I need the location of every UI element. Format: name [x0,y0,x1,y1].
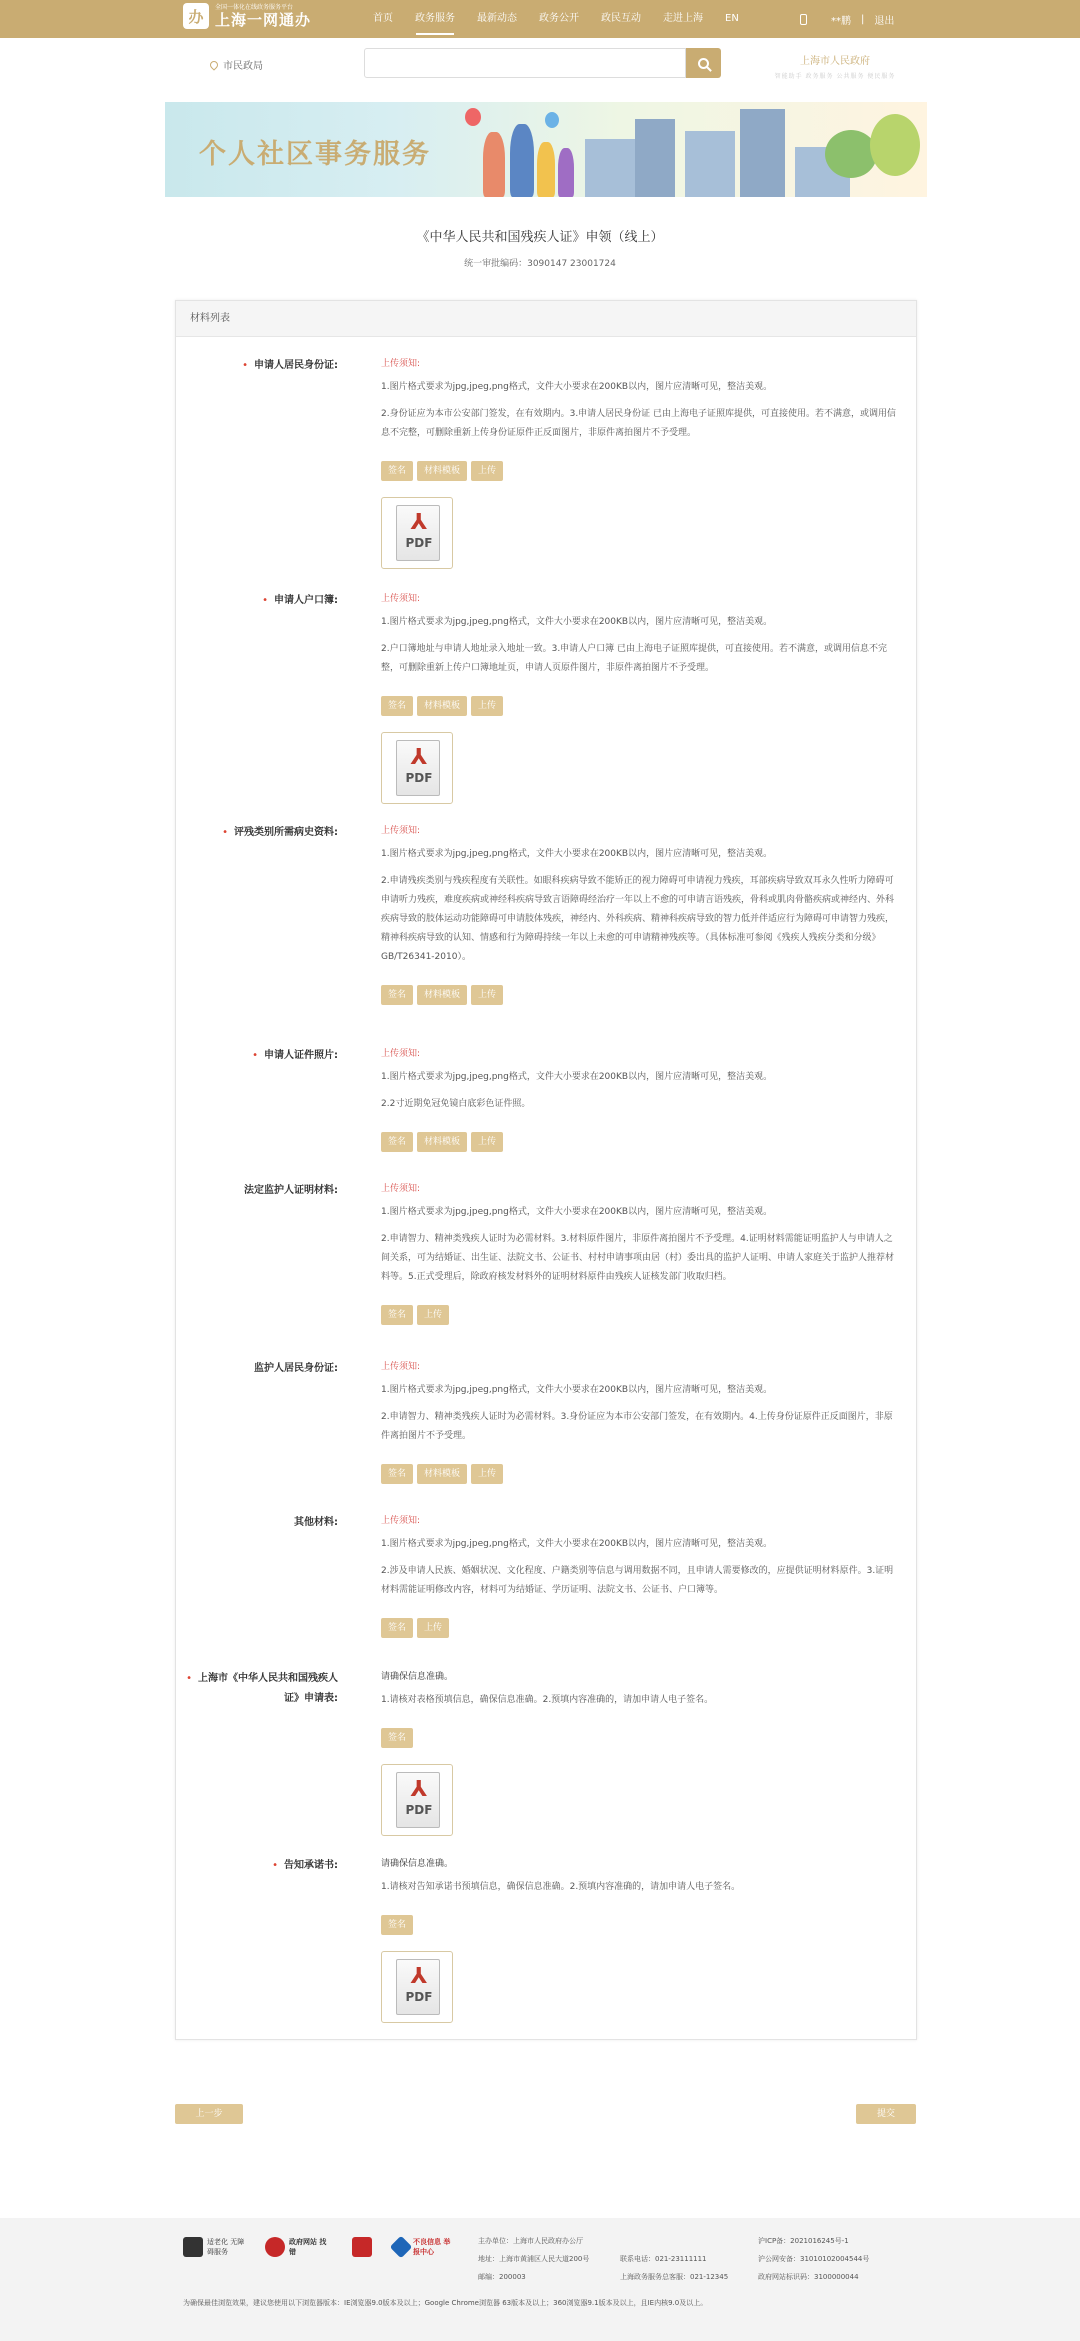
logo-icon: 办 [183,3,209,29]
materials-panel [175,300,917,2040]
nav-shanghai[interactable]: 走进上海 [663,13,703,24]
report-icon [390,2236,413,2259]
nav-gov-public[interactable]: 政务公开 [539,13,579,24]
nav-gov-services[interactable]: 政务服务 [404,0,466,38]
footer-registration [758,2232,869,2286]
material-label [178,1513,338,1533]
requirement-text: 1.图片格式要求为jpg,jpeg,png格式，文件大小要求在200KB以内，图片应清晰可见，整洁美观。 [381,1207,773,1217]
requirement-text: 2.户口簿地址与申请人地址录入地址一致。3.申请人户口簿 已由上海电子证照库提供，可直接使用。若不满意，或调用信息不完整，可删除重新上传户口簿地址页，申请人页原件图片，非原件离拍图片不予受理。 [381,644,888,673]
template-button[interactable]: 材料模板 [417,985,467,1005]
upload-notice: 上传须知: [381,594,421,604]
material-actions [381,1132,901,1152]
material-label-text: 告知承诺书: [284,1860,338,1871]
banner-person [483,132,505,197]
postcode-text: 邮编：200003 [478,2273,526,2281]
phone-text: 联系电话：021-23111111 [620,2255,707,2263]
sign-button[interactable]: 签名 [381,1132,413,1152]
required-marker: • [186,1673,192,1684]
address-text: 地址：上海市黄浦区人民大道200号 [478,2255,590,2263]
sign-button[interactable]: 签名 [381,1305,413,1325]
main-nav [362,0,750,38]
panel-title: 材料列表 [176,301,916,337]
banner-person [537,142,555,197]
upload-notice: 请确保信息准确。 [381,1672,454,1682]
material-actions [381,1305,901,1325]
upload-button[interactable]: 上传 [471,1464,503,1484]
material-content [381,1046,901,1152]
material-content [381,1359,901,1484]
hotline-text: 上海政务服务总客服：021-12345 [620,2273,729,2281]
required-marker: • [252,1050,258,1061]
upload-notice: 上传须知: [381,1184,421,1194]
requirement-text: 2.涉及申请人民族、婚姻状况、文化程度、户籍类别等信息与调用数据不同，且申请人需要修改的，应提供证明材料原件。3.证明材料需能证明修改内容，材料可为结婚证、学历证明、法院文书、公证书、户口簿等。 [381,1566,894,1595]
emblem-icon [352,2237,372,2257]
sponsor-text: 主办单位：上海市人民政府办公厅 [478,2237,583,2245]
upload-notice: 上传须知: [381,1516,421,1526]
requirement-text: 1.图片格式要求为jpg,jpeg,png格式，文件大小要求在200KB以内，图片应清晰可见，整洁美观。 [381,1072,773,1082]
material-label-text: 申请人户口簿: [274,595,338,606]
requirement-text: 1.请核对表格预填信息，确保信息准确。2.预填内容准确的，请加申请人电子签名。 [381,1695,714,1705]
gov-portal-link[interactable] [760,52,910,80]
required-marker: • [242,360,248,371]
pdf-thumbnail[interactable] [381,1764,453,1836]
location-label: 市民政局 [223,61,263,72]
banner-balloon [545,112,559,128]
service-banner [165,102,927,197]
location-selector[interactable] [210,57,263,72]
template-button[interactable]: 材料模板 [417,1132,467,1152]
material-label [178,1856,338,1876]
upload-notice: 上传须知: [381,359,421,369]
icp-link[interactable]: 沪ICP备：2021016245号-1 [758,2237,849,2245]
material-label-text: 评残类别所需病史资料: [234,827,338,838]
material-label [178,1669,338,1709]
nav-home[interactable]: 首页 [373,13,393,24]
wheelchair-icon [183,2237,203,2257]
requirement-text: 1.图片格式要求为jpg,jpeg,png格式，文件大小要求在200KB以内，图片应清晰可见，整洁美观。 [381,617,773,627]
material-label-text: 法定监护人证明材料: [244,1185,338,1196]
site-code-text: 政府网站标识码：3100000044 [758,2273,859,2281]
material-label-text: 监护人居民身份证: [254,1363,338,1374]
report-center-badge[interactable] [393,2232,453,2262]
upload-notice: 上传须知: [381,1362,421,1372]
material-content [381,1856,901,2023]
required-marker: • [222,827,228,838]
requirement-text: 1.图片格式要求为jpg,jpeg,png格式，文件大小要求在200KB以内，图片应清晰可见，整洁美观。 [381,382,773,392]
sign-button[interactable]: 签名 [381,461,413,481]
material-content [381,1513,901,1638]
material-actions [381,1464,901,1484]
upload-button[interactable]: 上传 [471,1132,503,1152]
pdf-icon [396,740,440,796]
banner-tree [825,130,877,178]
material-label [178,591,338,611]
badge-label: 不良信息 举报中心 [413,2238,451,2256]
acrobat-icon: ⅄ [410,510,428,535]
material-label [178,1359,338,1379]
acrobat-icon: ⅄ [410,1964,428,1989]
banner-building [740,109,785,197]
upload-notice: 上传须知: [381,826,421,836]
gov-title: 上海市人民政府 [800,56,870,67]
material-label [178,823,338,843]
submit-button[interactable]: 提交 [856,2104,916,2124]
footer-phones [620,2250,728,2286]
footer-contact [478,2232,589,2286]
material-label [178,1181,338,1201]
pdf-label: PDF [405,1990,433,2004]
pdf-label: PDF [405,536,433,550]
acrobat-icon: ⅄ [410,745,428,770]
requirement-text: 2.申请智力、精神类残疾人证时为必需材料。3.材料原件图片，非原件离拍图片不予受理。4.证明材料需能证明监护人与申请人之间关系，可为结婚证、出生证、法院文书、公证书、村村申请事项由居（村）委出具的监护人证明、申请人家庭关于监护人推荐材料等。5.正式受理后，除政府核发材料外的证明材料原件由残疾人证核发部门收取归档。 [381,1234,895,1282]
banner-person [510,124,534,197]
material-content [381,591,901,804]
requirement-text: 2.申请智力、精神类残疾人证时为必需材料。3.身份证应为本市公安部门签发，在有效期内。4.上传身份证原件正反面图片，非原件离拍图片不予受理。 [381,1412,893,1441]
pdf-icon [396,1959,440,2015]
party-badge[interactable] [352,2232,372,2262]
material-actions [381,1728,901,1748]
divider: | [861,13,865,25]
browser-note: 为确保最佳浏览效果，建议您使用以下浏览器版本：IE浏览器9.0版本及以上；Google Chrome浏览器 63版本及以上；360浏览器9.1版本及以上，且IE内核9.0及以上。 [183,2299,708,2307]
template-button[interactable]: 材料模板 [417,461,467,481]
material-actions [381,985,901,1005]
material-label [178,1046,338,1066]
logo-subtitle: 全国一体化在线政务服务平台 [215,3,294,11]
sign-button[interactable]: 签名 [381,1618,413,1638]
banner-title: 个人社区事务服务 [199,139,431,170]
template-button[interactable]: 材料模板 [417,696,467,716]
pdf-thumbnail[interactable] [381,497,453,569]
material-content [381,823,901,1005]
error-report-badge[interactable] [265,2232,333,2262]
banner-tree [870,114,920,176]
gov-subtitle: 智能助手 政务服务 公共服务 便民服务 [774,73,896,80]
sign-button[interactable]: 签名 [381,1728,413,1748]
material-content [381,1669,901,1836]
pdf-label: PDF [405,1803,433,1817]
pdf-thumbnail[interactable] [381,732,453,804]
material-actions [381,461,901,481]
upload-button[interactable]: 上传 [417,1618,449,1638]
pdf-label: PDF [405,771,433,785]
material-label-text: 申请人居民身份证: [254,360,338,371]
logout-link[interactable]: 退出 [874,15,895,27]
search-input[interactable] [364,48,686,78]
material-label [178,356,338,376]
upload-button[interactable]: 上传 [471,985,503,1005]
upload-button[interactable]: 上传 [417,1305,449,1325]
pdf-icon [396,1772,440,1828]
search-icon [698,58,709,69]
site-logo[interactable] [183,3,311,29]
material-label-text: 申请人证件照片: [264,1050,338,1061]
material-actions [381,1618,901,1638]
pdf-thumbnail[interactable] [381,1951,453,2023]
prev-step-button[interactable]: 上一步 [175,2104,243,2124]
upload-notice: 上传须知: [381,1049,421,1059]
sign-button[interactable]: 签名 [381,985,413,1005]
required-marker: • [272,1860,278,1871]
required-marker: • [262,595,268,606]
upload-notice: 请确保信息准确。 [381,1859,454,1869]
user-area [800,0,894,38]
police-record-link[interactable]: 沪公网安备：31010102004544号 [758,2255,870,2263]
requirement-text: 2.申请残疾类别与残疾程度有关联性。如眼科疾病导致不能矫正的视力障碍可申请视力残疾，耳部疾病导致双耳永久性听力障碍可申请听力残疾，难度疾病或神经科疾病导致言语障碍经治疗一年以上不愈的可申请言语残疾，骨科或肌肉骨骼疾病或神经内、外科疾病导致的肢体运动功能障碍可申请肢体残疾，神经内、外科疾病、精神科疾病导致的智力低并伴适应行为障碍可申请智力残疾，精神科疾病导致的认知、情感和行为障碍持续一年以上未愈的可申请精神残疾等。（具体标准可参阅《残疾人残疾分类和分级》GB/T26341-2010）。 [381,876,895,962]
badge-label: 适老化 无障碍服务 [207,2238,245,2256]
requirement-text: 1.请核对告知承诺书预填信息，确保信息准确。2.预填内容准确的，请加申请人电子签名。 [381,1882,741,1892]
material-content [381,356,901,569]
banner-building [685,131,735,197]
site-footer [0,2218,1080,2341]
acrobat-icon: ⅄ [410,1777,428,1802]
material-label-text: 其他材料: [294,1517,338,1528]
sign-button[interactable]: 签名 [381,696,413,716]
nav-latest-news[interactable]: 最新动态 [477,13,517,24]
template-button[interactable]: 材料模板 [417,1464,467,1484]
nav-interaction[interactable]: 政民互动 [601,13,641,24]
top-bar [0,0,1080,38]
accessibility-badge[interactable] [183,2232,247,2262]
mobile-icon[interactable] [800,14,807,25]
badge-label: 政府网站 找错 [289,2238,327,2256]
banner-building [635,119,675,197]
requirement-text: 1.图片格式要求为jpg,jpeg,png格式，文件大小要求在200KB以内，图片应清晰可见，整洁美观。 [381,1539,773,1549]
sign-button[interactable]: 签名 [381,1464,413,1484]
upload-button[interactable]: 上传 [471,696,503,716]
material-label-text: 上海市《中华人民共和国残疾人证》申请表: [198,1673,338,1704]
requirement-text: 2.2寸近期免冠免镜白底彩色证件照。 [381,1099,531,1109]
page-title: 《中华人民共和国残疾人证》申领（线上） [416,230,664,245]
user-name[interactable]: **鹏 [831,15,851,27]
requirement-text: 1.图片格式要求为jpg,jpeg,png格式，文件大小要求在200KB以内，图片应清晰可见，整洁美观。 [381,849,773,859]
material-actions [381,1915,901,1935]
pdf-icon [396,505,440,561]
logo-title: 上海一网通办 [215,10,312,29]
banner-balloon [465,108,481,126]
material-content [381,1181,901,1325]
sign-button[interactable]: 签名 [381,1915,413,1935]
requirement-text: 2.身份证应为本市公安部门签发，在有效期内。3.申请人居民身份证 已由上海电子证照库提供，可直接使用。若不满意，或调用信息不完整，可删除重新上传身份证原件正反面图片，非原件离拍图片不予受理。 [381,409,897,438]
banner-person [558,148,574,197]
material-actions [381,696,901,716]
nav-english[interactable]: EN [725,13,739,24]
upload-button[interactable]: 上传 [471,461,503,481]
location-pin-icon [208,59,219,70]
magnifier-icon [265,2237,285,2257]
approval-code: 统一审批编码：3090147 23001724 [464,259,616,269]
search-button[interactable] [686,48,721,78]
requirement-text: 1.图片格式要求为jpg,jpeg,png格式，文件大小要求在200KB以内，图片应清晰可见，整洁美观。 [381,1385,773,1395]
